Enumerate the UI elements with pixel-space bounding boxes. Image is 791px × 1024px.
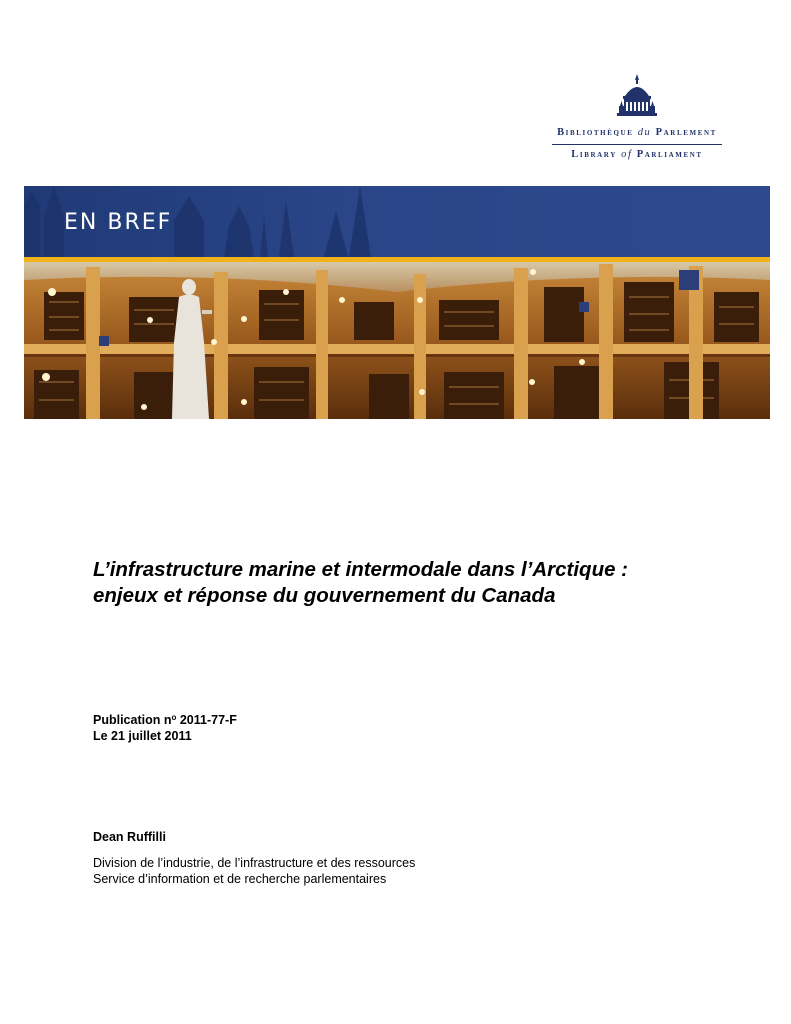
library-interior-image: [24, 262, 770, 419]
series-banner: [24, 186, 770, 257]
author-affiliation: [93, 855, 415, 887]
logo-name-english: Library of Parliament: [571, 149, 703, 160]
title-line-2: enjeux et réponse du gouvernement du Canada: [93, 584, 556, 607]
document-title: [93, 557, 753, 609]
author-name: Dean Ruffilli: [93, 830, 166, 844]
library-of-parliament-logo: [552, 74, 722, 164]
publication-date: Le 21 juillet 2011: [93, 729, 192, 743]
banner-title: EN BREF: [64, 210, 173, 235]
logo-name-french: Bibliothèque du Parlement: [557, 127, 717, 138]
library-building-icon: [617, 74, 657, 120]
logo-divider: [552, 144, 722, 145]
title-line-1: L’infrastructure marine et intermodale dans l’Arctique :: [93, 558, 629, 581]
affiliation-service: Service d’information et de recherche parlementaires: [93, 872, 387, 886]
affiliation-division: Division de l’industrie, de l’infrastructure et des ressources: [93, 856, 416, 870]
publication-info: [93, 712, 237, 744]
publication-number: Publication $n^o$ 2011-77-F: [93, 713, 237, 727]
